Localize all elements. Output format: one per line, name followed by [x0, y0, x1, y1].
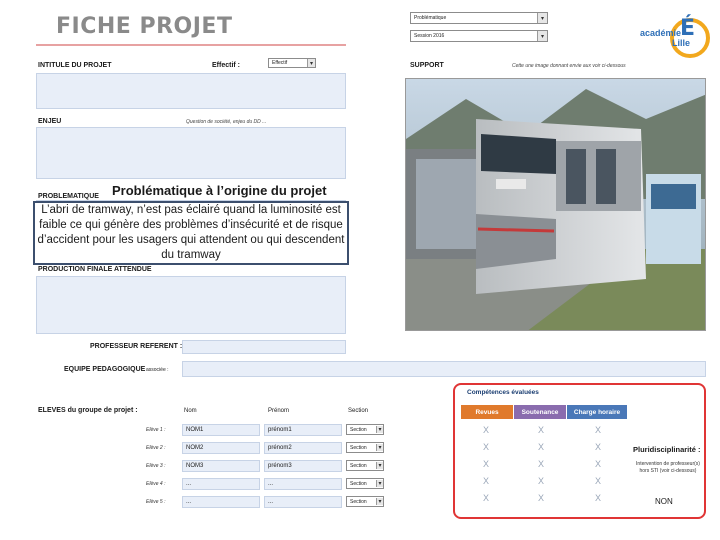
- student-firstname-field[interactable]: prénom2: [264, 442, 342, 454]
- student-firstname-field[interactable]: prénom3: [264, 460, 342, 472]
- chevron-down-icon[interactable]: ▾: [376, 426, 383, 433]
- production-field[interactable]: [36, 276, 346, 334]
- student-name-field[interactable]: NOM2: [182, 442, 260, 454]
- effectif-value: Effectif: [272, 60, 288, 66]
- enjeu-field[interactable]: [36, 127, 346, 179]
- chevron-down-icon[interactable]: ▾: [376, 462, 383, 469]
- equipe-label: EQUIPE PEDAGOGIQUE: [64, 366, 146, 373]
- callout-box: [33, 201, 349, 265]
- mark: X: [483, 442, 490, 452]
- column-header-prenom: Prénom: [268, 408, 290, 414]
- student-name-field[interactable]: ...: [182, 478, 260, 490]
- mark: X: [483, 476, 490, 486]
- professeur-field[interactable]: [182, 340, 346, 354]
- title-divider: [36, 44, 346, 46]
- callout-title: Problématique à l’origine du projet: [112, 183, 327, 198]
- mark: X: [538, 459, 545, 469]
- student-row-label: Elève 3 :: [146, 463, 166, 469]
- intitule-label: INTITULE DU PROJET: [38, 62, 112, 69]
- equipe-suffix: associée :: [146, 367, 169, 373]
- mark: X: [538, 476, 545, 486]
- problematique-label: PROBLEMATIQUE: [38, 193, 99, 200]
- mark: X: [595, 459, 602, 469]
- section-value: Section: [350, 426, 367, 433]
- mark: X: [483, 493, 490, 503]
- student-name-field[interactable]: ...: [182, 496, 260, 508]
- intitule-field[interactable]: [36, 73, 346, 109]
- tab-charge-horaire[interactable]: Charge horaire: [567, 405, 627, 419]
- support-note: Cette une image donnant envie aux voir ci-dessous: [512, 63, 626, 69]
- mark: X: [538, 493, 545, 503]
- effectif-select[interactable]: [268, 58, 316, 68]
- student-section-select[interactable]: [346, 424, 384, 435]
- mark: X: [595, 493, 602, 503]
- professeur-label: PROFESSEUR REFERENT :: [90, 343, 183, 350]
- student-section-select[interactable]: [346, 460, 384, 471]
- callout-text: L’abri de tramway, n’est pas éclairé quand la luminosité est faible ce qui génère des problèmes d’insécurité et de risque d’accident pour les usagers qui attendent ou qui descendent du tramway: [37, 204, 345, 261]
- tramway-photo: [405, 78, 706, 331]
- mark: X: [538, 442, 545, 452]
- support-label: SUPPORT: [410, 62, 444, 69]
- enjeu-note: Question de société, enjeu du DD ...: [186, 119, 267, 125]
- mark: X: [483, 459, 490, 469]
- page-title: FICHE PROJET: [56, 14, 233, 39]
- student-name-field[interactable]: NOM1: [182, 424, 260, 436]
- chevron-down-icon[interactable]: ▾: [307, 59, 315, 67]
- student-row-label: Elève 2 :: [146, 445, 166, 451]
- section-value: Section: [350, 462, 367, 469]
- session-select[interactable]: [410, 30, 548, 42]
- mark: X: [595, 442, 602, 452]
- project-type-value: Problématique: [414, 15, 447, 21]
- competences-title: Compétences évaluées: [467, 389, 539, 396]
- student-row-label: Elève 1 :: [146, 427, 166, 433]
- effectif-label: Effectif :: [212, 62, 240, 69]
- logo-text: académie: [640, 28, 682, 38]
- mark: X: [483, 425, 490, 435]
- logo-letter: É: [680, 16, 696, 41]
- student-firstname-field[interactable]: ...: [264, 496, 342, 508]
- tab-soutenance[interactable]: Soutenance: [514, 405, 566, 419]
- column-header-section: Section: [348, 408, 369, 414]
- student-row-label: Elève 4 :: [146, 481, 166, 487]
- section-value: Section: [350, 498, 367, 505]
- logo-text: Lille: [672, 38, 691, 48]
- student-section-select[interactable]: [346, 496, 384, 507]
- mark: X: [595, 425, 602, 435]
- tab-revues[interactable]: Revues: [461, 405, 513, 419]
- competences-panel: [453, 383, 706, 519]
- chevron-down-icon[interactable]: ▾: [537, 31, 547, 41]
- chevron-down-icon[interactable]: ▾: [376, 498, 383, 505]
- pluridisciplinarite-value: NON: [655, 497, 673, 506]
- column-header-nom: Nom: [184, 408, 197, 414]
- chevron-down-icon[interactable]: ▾: [376, 444, 383, 451]
- enjeu-label: ENJEU: [38, 118, 62, 125]
- equipe-field[interactable]: [182, 361, 706, 377]
- project-type-select[interactable]: [410, 12, 548, 24]
- section-value: Section: [350, 480, 367, 487]
- student-firstname-field[interactable]: ...: [264, 478, 342, 490]
- student-name-field[interactable]: NOM3: [182, 460, 260, 472]
- student-section-select[interactable]: [346, 478, 384, 489]
- student-row-label: Elève 5 :: [146, 499, 166, 505]
- mark: X: [595, 476, 602, 486]
- mark: X: [538, 425, 545, 435]
- chevron-down-icon[interactable]: ▾: [376, 480, 383, 487]
- students-section-label: ELEVES du groupe de projet :: [38, 407, 138, 414]
- pluridisciplinarite-label: Pluridisciplinarité :: [633, 445, 701, 454]
- pluridisciplinarite-note: Intervention de professeur(s) hors STI (voir ci-dessous): [636, 461, 700, 474]
- section-value: Section: [350, 444, 367, 451]
- production-label: PRODUCTION FINALE ATTENDUE: [38, 266, 152, 273]
- academie-logo: [632, 10, 712, 60]
- student-section-select[interactable]: [346, 442, 384, 453]
- session-value: Session 2016: [414, 33, 445, 39]
- student-firstname-field[interactable]: prénom1: [264, 424, 342, 436]
- chevron-down-icon[interactable]: ▾: [537, 13, 547, 23]
